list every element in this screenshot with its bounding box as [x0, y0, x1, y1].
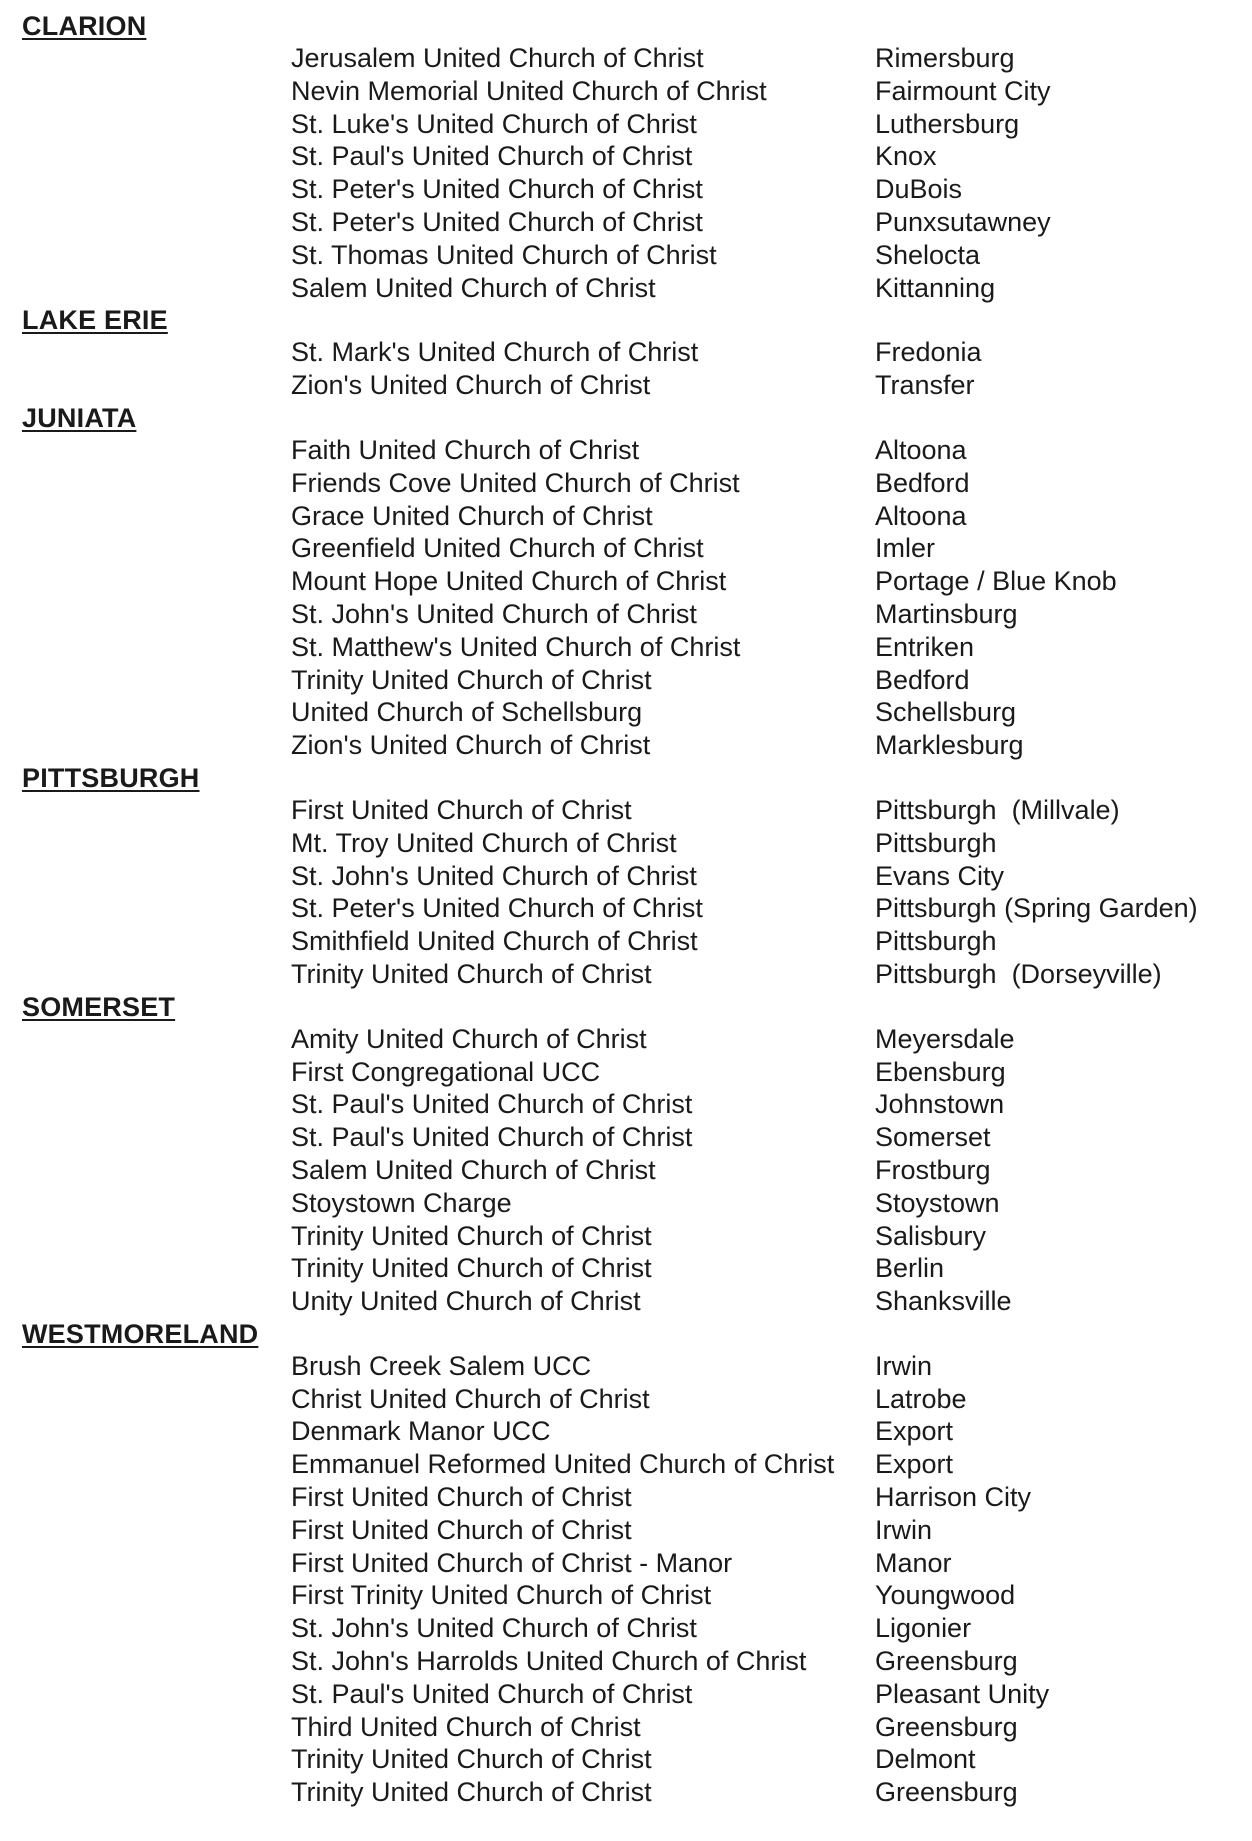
church-name: Grace United Church of Christ: [291, 500, 653, 531]
church-row: [0, 1579, 1252, 1612]
church-row: [0, 925, 1252, 958]
conference-heading: SOMERSET: [22, 991, 176, 1022]
church-row: [0, 696, 1252, 729]
church-name: Zion's United Church of Christ: [291, 370, 651, 401]
church-city: Portage / Blue Knob: [875, 566, 1117, 597]
church-row: [0, 794, 1252, 827]
church-row: [0, 1285, 1252, 1318]
church-city: Fredonia: [875, 337, 982, 368]
church-name: St. John's Harrolds United Church of Christ: [291, 1646, 807, 1677]
church-city: Evans City: [875, 860, 1005, 891]
church-name: St. John's United Church of Christ: [291, 860, 697, 891]
church-city: Stoystown: [875, 1187, 1000, 1218]
church-city: Pleasant Unity: [875, 1678, 1050, 1709]
church-city: Transfer: [875, 370, 975, 401]
church-row: [0, 1776, 1252, 1809]
church-row: [0, 336, 1252, 369]
church-name: St. Thomas United Church of Christ: [291, 239, 717, 270]
church-city: Rimersburg: [875, 43, 1015, 73]
church-name: Salem United Church of Christ: [291, 272, 656, 303]
church-name: Amity United Church of Christ: [291, 1023, 647, 1054]
church-row: [0, 1088, 1252, 1121]
church-row: [0, 1448, 1252, 1481]
church-row: [0, 467, 1252, 500]
church-row: [0, 1612, 1252, 1645]
church-name: Jerusalem United Church of Christ: [291, 43, 704, 73]
church-name: Friends Cove United Church of Christ: [291, 467, 740, 498]
church-city: Pittsburgh (Dorseyville): [875, 958, 1162, 989]
church-row: [0, 1547, 1252, 1580]
church-name: St. Paul's United Church of Christ: [291, 1122, 693, 1153]
church-row: [0, 1678, 1252, 1711]
church-row: [0, 892, 1252, 925]
church-name: Brush Creek Salem UCC: [291, 1350, 592, 1381]
church-city: Export: [875, 1449, 954, 1480]
church-row: [0, 42, 1252, 75]
church-city: Bedford: [875, 467, 970, 498]
church-directory: [0, 10, 1252, 1809]
church-name: St. Matthew's United Church of Christ: [291, 631, 741, 662]
church-name: Christ United Church of Christ: [291, 1383, 650, 1414]
church-city: Martinsburg: [875, 598, 1018, 629]
conference-section: [0, 762, 1252, 991]
church-name: First Congregational UCC: [291, 1056, 601, 1087]
church-city: Pittsburgh (Spring Garden): [875, 893, 1198, 924]
church-row: [0, 272, 1252, 305]
church-row: [0, 1415, 1252, 1448]
church-city: Berlin: [875, 1253, 945, 1284]
church-name: St. Mark's United Church of Christ: [291, 337, 699, 368]
church-row: [0, 140, 1252, 173]
conference-section: [0, 991, 1252, 1318]
church-city: Johnstown: [875, 1089, 1005, 1120]
conference-heading: JUNIATA: [22, 402, 137, 433]
church-name: Smithfield United Church of Christ: [291, 926, 698, 957]
church-name: First United Church of Christ: [291, 794, 632, 825]
church-name: United Church of Schellsburg: [291, 697, 643, 728]
church-name: Trinity United Church of Christ: [291, 1744, 652, 1775]
church-name: Emmanuel Reformed United Church of Christ: [291, 1449, 835, 1480]
church-name: St. Paul's United Church of Christ: [291, 1678, 693, 1709]
church-city: Greensburg: [875, 1711, 1018, 1742]
church-city: Shanksville: [875, 1286, 1012, 1317]
church-city: Pittsburgh: [875, 827, 997, 858]
church-city: Pittsburgh: [875, 926, 997, 957]
church-row: [0, 1645, 1252, 1678]
church-city: Knox: [875, 141, 937, 172]
church-city: Marklesburg: [875, 730, 1024, 761]
church-city: Harrison City: [875, 1482, 1032, 1513]
church-city: Greensburg: [875, 1646, 1018, 1677]
church-row: [0, 827, 1252, 860]
church-name: St. Luke's United Church of Christ: [291, 108, 697, 139]
church-row: [0, 1056, 1252, 1089]
church-name: St. Peter's United Church of Christ: [291, 206, 703, 237]
church-row: [0, 434, 1252, 467]
conference-section: [0, 304, 1252, 402]
church-city: Shelocta: [875, 239, 981, 270]
church-name: Nevin Memorial United Church of Christ: [291, 75, 767, 106]
church-name: Salem United Church of Christ: [291, 1154, 656, 1185]
church-name: St. Peter's United Church of Christ: [291, 174, 703, 205]
conference-heading: CLARION: [22, 11, 147, 41]
church-row: [0, 75, 1252, 108]
church-city: Kittanning: [875, 272, 996, 303]
church-row: [0, 958, 1252, 991]
church-name: First United Church of Christ: [291, 1482, 632, 1513]
church-city: Meyersdale: [875, 1023, 1015, 1054]
church-name: St. John's United Church of Christ: [291, 1613, 697, 1644]
church-row: [0, 1154, 1252, 1187]
church-city: Schellsburg: [875, 697, 1017, 728]
church-city: DuBois: [875, 174, 963, 205]
church-city: Fairmount City: [875, 75, 1051, 106]
church-city: Ebensburg: [875, 1056, 1006, 1087]
church-name: First United Church of Christ - Manor: [291, 1547, 733, 1578]
church-name: Trinity United Church of Christ: [291, 1220, 652, 1251]
church-city: Bedford: [875, 664, 970, 695]
church-row: [0, 1383, 1252, 1416]
church-row: [0, 860, 1252, 893]
church-row: [0, 1023, 1252, 1056]
church-city: Somerset: [875, 1122, 991, 1153]
conference-heading: PITTSBURGH: [22, 762, 200, 793]
church-row: [0, 1220, 1252, 1253]
church-row: [0, 239, 1252, 272]
church-name: Mt. Troy United Church of Christ: [291, 827, 677, 858]
church-row: [0, 729, 1252, 762]
church-city: Entriken: [875, 631, 975, 662]
church-name: Stoystown Charge: [291, 1187, 512, 1218]
church-name: Trinity United Church of Christ: [291, 1253, 652, 1284]
church-city: Punxsutawney: [875, 206, 1051, 237]
church-name: Trinity United Church of Christ: [291, 1777, 652, 1808]
church-name: St. John's United Church of Christ: [291, 598, 697, 629]
church-city: Latrobe: [875, 1383, 967, 1414]
church-row: [0, 500, 1252, 533]
church-city: Pittsburgh (Millvale): [875, 794, 1120, 825]
church-name: Trinity United Church of Christ: [291, 664, 652, 695]
church-row: [0, 1350, 1252, 1383]
church-row: [0, 631, 1252, 664]
church-name: Denmark Manor UCC: [291, 1416, 551, 1447]
church-row: [0, 1514, 1252, 1547]
church-row: [0, 532, 1252, 565]
church-city: Irwin: [875, 1514, 933, 1545]
church-row: [0, 108, 1252, 141]
church-name: St. Paul's United Church of Christ: [291, 1089, 693, 1120]
church-name: St. Paul's United Church of Christ: [291, 141, 693, 172]
conference-section: [0, 402, 1252, 762]
church-city: Ligonier: [875, 1613, 972, 1644]
church-name: Mount Hope United Church of Christ: [291, 566, 727, 597]
church-name: Unity United Church of Christ: [291, 1286, 641, 1317]
church-row: [0, 206, 1252, 239]
church-city: Salisbury: [875, 1220, 987, 1251]
church-city: Export: [875, 1416, 954, 1447]
church-city: Manor: [875, 1547, 952, 1578]
church-city: Delmont: [875, 1744, 976, 1775]
conference-section: [0, 1318, 1252, 1809]
church-city: Greensburg: [875, 1777, 1018, 1808]
conference-heading: WESTMORELAND: [22, 1318, 259, 1349]
church-row: [0, 1121, 1252, 1154]
church-row: [0, 1187, 1252, 1220]
church-city: Altoona: [875, 434, 967, 465]
church-row: [0, 173, 1252, 206]
church-name: Greenfield United Church of Christ: [291, 533, 704, 564]
church-city: Luthersburg: [875, 108, 1020, 139]
church-name: First United Church of Christ: [291, 1514, 632, 1545]
church-row: [0, 1252, 1252, 1285]
church-name: St. Peter's United Church of Christ: [291, 893, 703, 924]
church-city: Youngwood: [875, 1580, 1016, 1611]
church-city: Imler: [875, 533, 935, 564]
church-row: [0, 565, 1252, 598]
conference-section: [0, 10, 1252, 304]
church-row: [0, 664, 1252, 697]
church-row: [0, 369, 1252, 402]
church-row: [0, 598, 1252, 631]
church-city: Irwin: [875, 1350, 933, 1381]
church-name: Trinity United Church of Christ: [291, 958, 652, 989]
church-city: Frostburg: [875, 1154, 991, 1185]
church-row: [0, 1743, 1252, 1776]
church-row: [0, 1711, 1252, 1744]
church-name: Third United Church of Christ: [291, 1711, 641, 1742]
church-name: Faith United Church of Christ: [291, 434, 640, 465]
church-row: [0, 1481, 1252, 1514]
church-city: Altoona: [875, 500, 967, 531]
church-name: Zion's United Church of Christ: [291, 730, 651, 761]
conference-heading: LAKE ERIE: [22, 305, 168, 336]
church-name: First Trinity United Church of Christ: [291, 1580, 712, 1611]
